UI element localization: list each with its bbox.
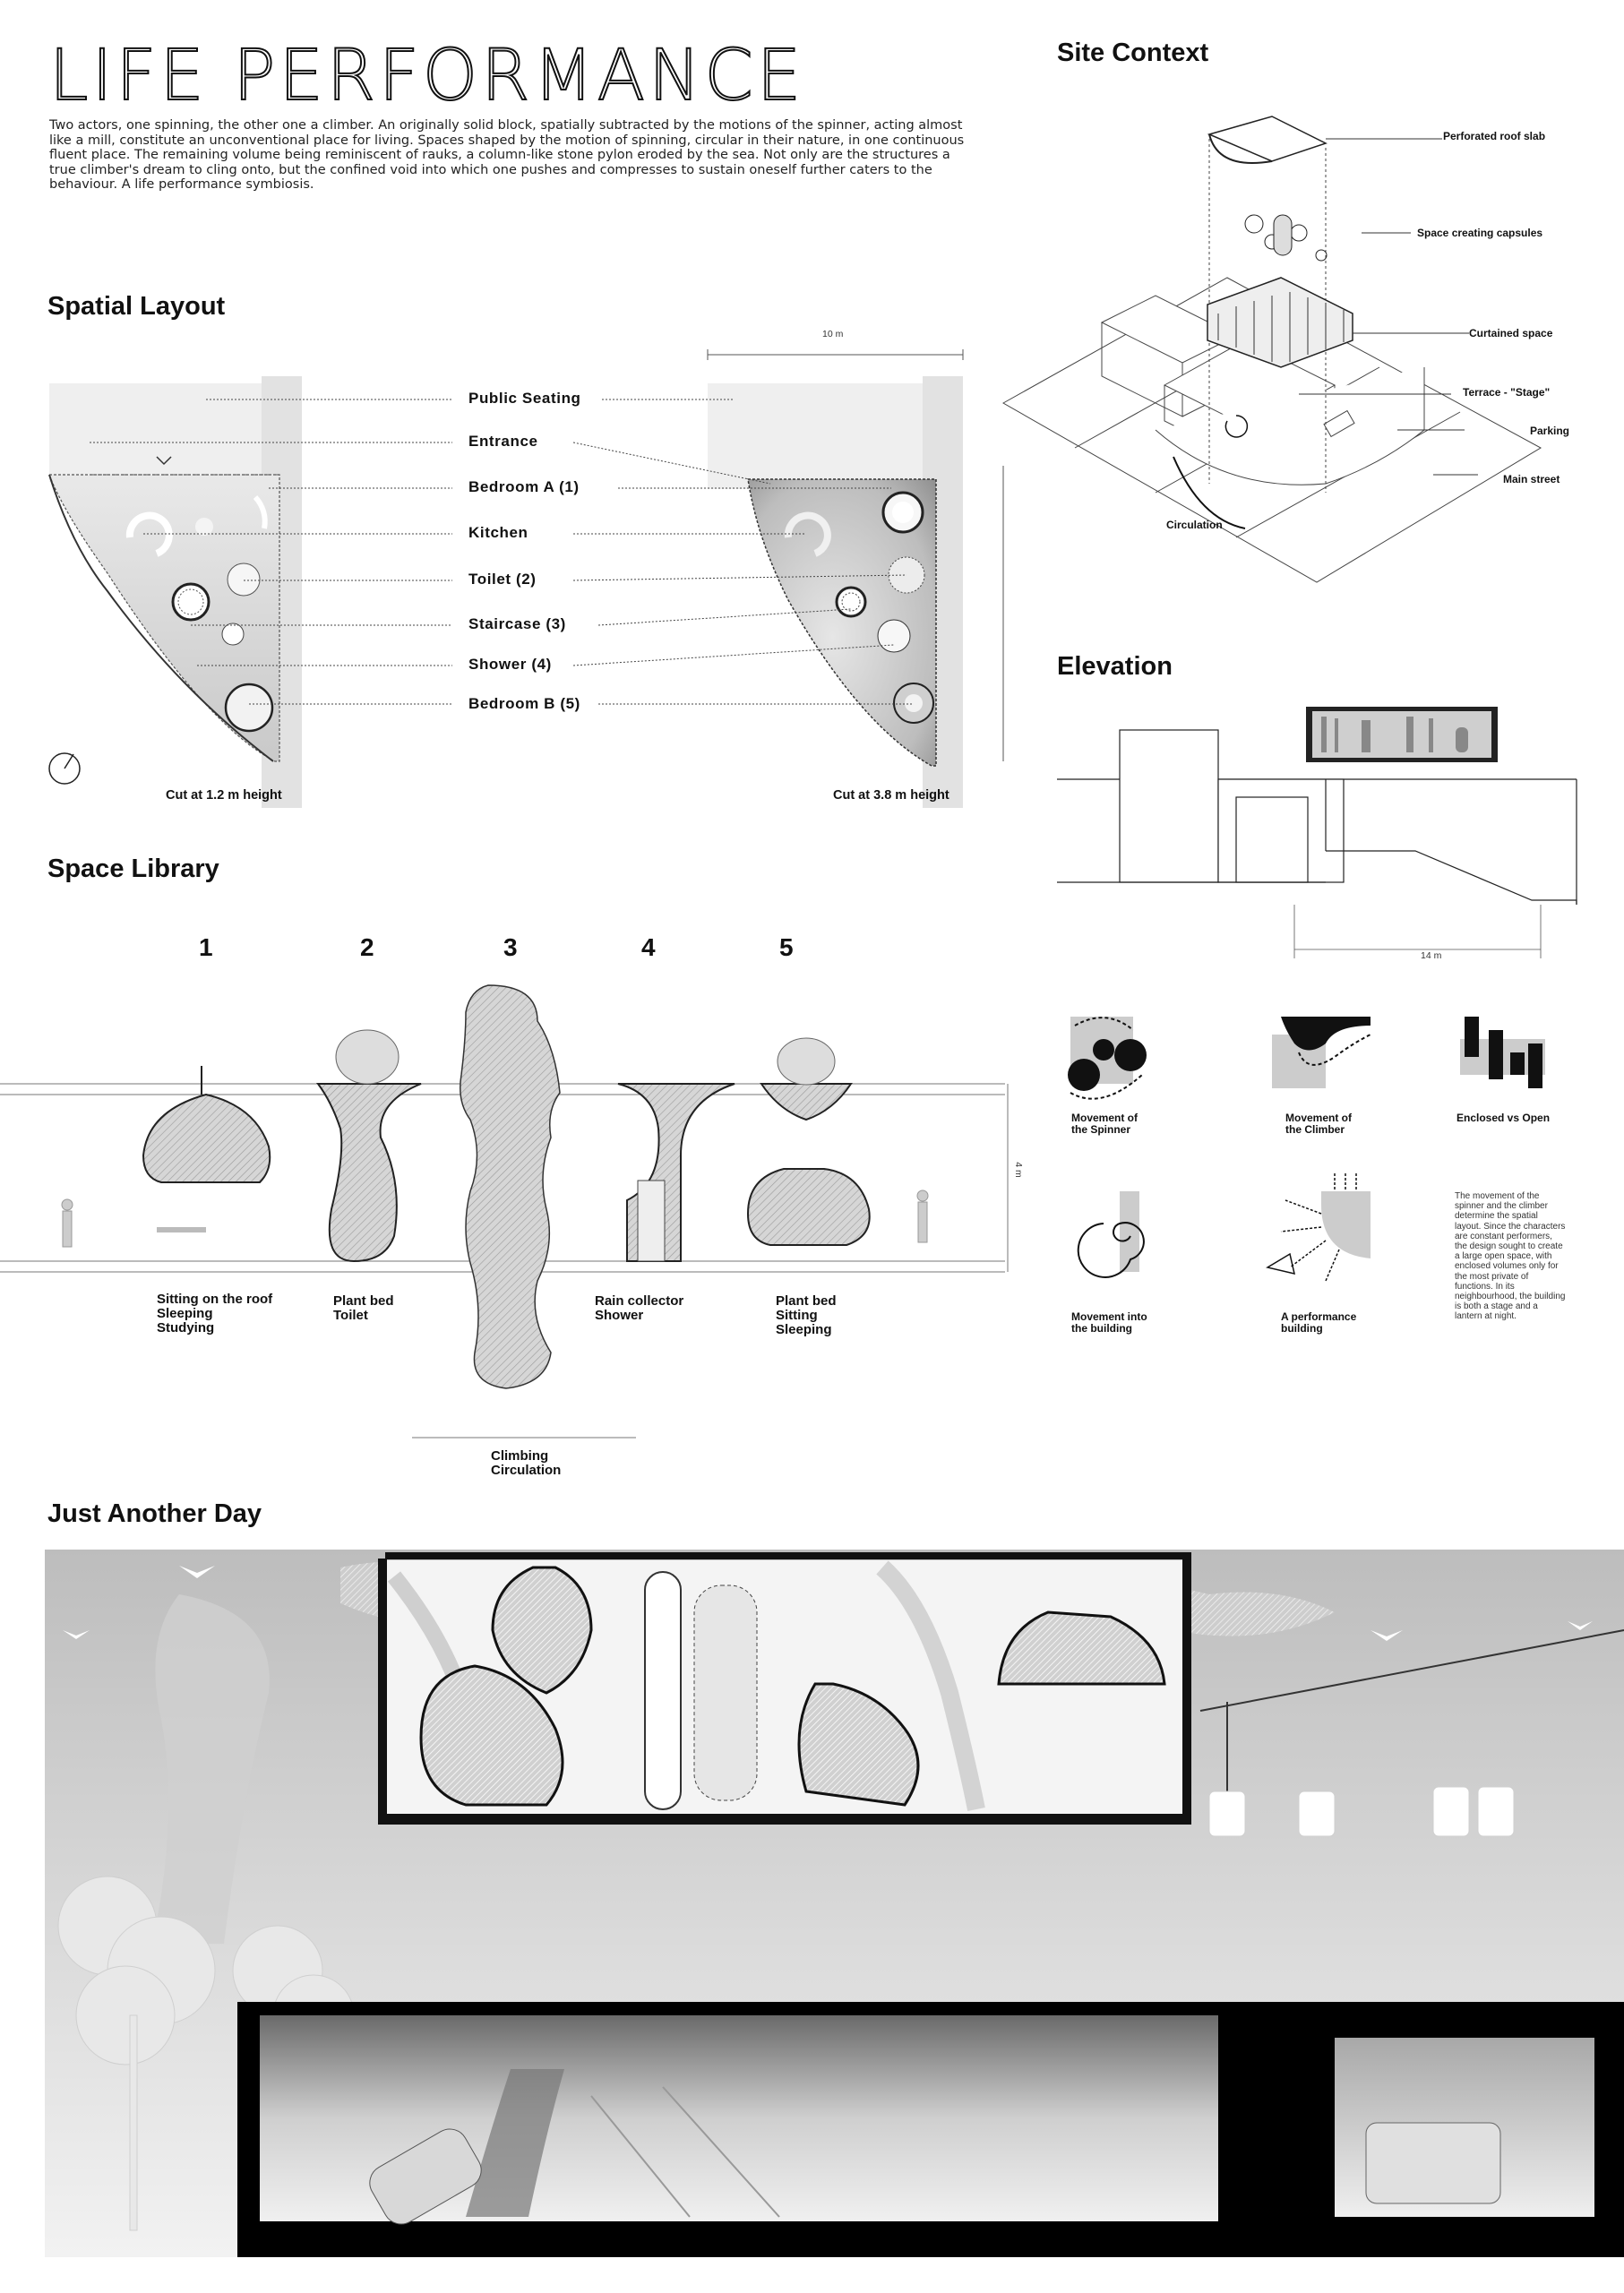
label-staircase: Staircase (3) (468, 615, 566, 632)
library-caption-2: Plant bed Toilet (333, 1293, 394, 1323)
label-parking: Parking (1530, 425, 1570, 437)
label-main-street: Main street (1503, 473, 1560, 485)
label-public-seating: Public Seating (468, 390, 581, 407)
library-caption-5: Plant bed Sitting Sleeping (776, 1293, 837, 1337)
label-kitchen: Kitchen (468, 524, 528, 541)
intro-text: Two actors, one spinning, the other one a climber. An originally solid block, spatially subtracted by the motions of the spinner, acting almost like a mill, constitute an unconventional place for living. Spaces shaped by the motion of spinning, circular in their nature, in one continuous fluent place. The remaining volume being reminiscent of rauks, a column-like stone pylon eroded by the sea. Not only are the structures a true climber's dream to cling onto, but the confined void into which one pushes and compresses to sustain oneself further caters to the behaviour. A life performance symbiosis. (49, 118, 965, 193)
label-bedroom-a: Bedroom A (1) (468, 478, 580, 495)
space-library-heading: Space Library (47, 855, 219, 883)
diagram-spinner: Movement of the Spinner (1071, 1112, 1139, 1137)
label-capsules: Space creating capsules (1417, 227, 1543, 239)
page-title: LIFE PERFORMANCE (49, 36, 805, 116)
section-perspective (45, 1550, 1624, 2257)
elevation-dimension: 14 m (1421, 950, 1442, 961)
library-number-5: 5 (779, 933, 794, 961)
site-context-heading: Site Context (1057, 39, 1209, 67)
library-caption-4: Rain collector Shower (595, 1293, 684, 1323)
label-shower: Shower (4) (468, 656, 552, 673)
elevation-heading: Elevation (1057, 652, 1173, 681)
library-number-3: 3 (503, 933, 518, 961)
cut-label-left: Cut at 1.2 m height (166, 788, 282, 803)
library-number-1: 1 (199, 933, 213, 961)
label-circulation: Circulation (1166, 519, 1223, 531)
plan-dimension: 10 m (822, 329, 844, 339)
label-terrace: Terrace - "Stage" (1463, 386, 1551, 399)
library-height: 4 m (1012, 1162, 1024, 1178)
diagram-movement-into: Movement into the building (1071, 1310, 1147, 1335)
site-context-axonometric (1003, 99, 1612, 618)
label-entrance: Entrance (468, 433, 538, 450)
label-curtained-space: Curtained space (1469, 327, 1553, 339)
library-caption-1: Sitting on the roof Sleeping Studying (157, 1292, 273, 1335)
label-roof-slab: Perforated roof slab (1443, 130, 1546, 142)
library-number-4: 4 (641, 933, 656, 961)
cut-label-right: Cut at 3.8 m height (833, 788, 949, 803)
diagram-performance: A performance building (1281, 1310, 1357, 1335)
elevation-drawing (1057, 699, 1594, 967)
label-toilet: Toilet (2) (468, 571, 537, 588)
library-caption-3: Climbing Circulation (491, 1448, 562, 1478)
diagram-enclosed-open: Enclosed vs Open (1456, 1112, 1551, 1124)
diagram-climber: Movement of the Climber (1285, 1112, 1353, 1137)
library-number-2: 2 (360, 933, 374, 961)
diagram-note: The movement of the spinner and the climber determine the spatial layout. Since the characters are constant performers, the design sought to create a large open space, with enclosed volumes only for the most private of functions. In its neighbourhood, the building is both a stage and a lantern at night. (1455, 1191, 1566, 1322)
label-bedroom-b: Bedroom B (5) (468, 695, 580, 712)
spatial-layout-heading: Spatial Layout (47, 292, 226, 321)
just-another-day-heading: Just Another Day (47, 1499, 262, 1528)
space-library-section (0, 976, 1012, 1442)
